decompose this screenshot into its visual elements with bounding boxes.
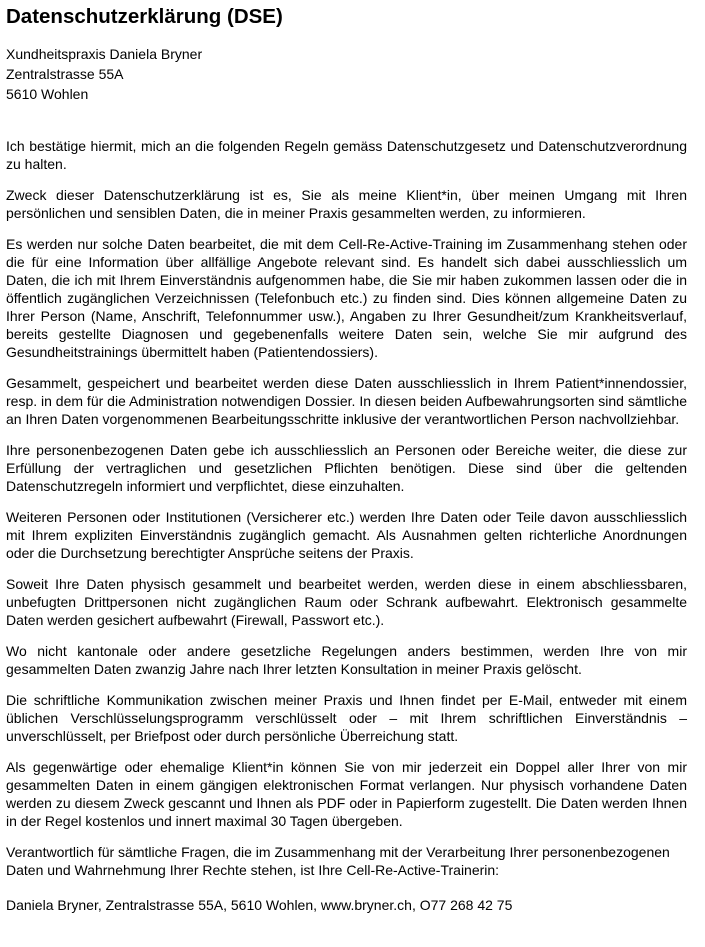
paragraph-third-parties: Weiteren Personen oder Institutionen (Versicherer etc.) werden Ihre Daten oder Teile davon ausschliesslich mit Ihrem expliziten Einverständnis zugänglich gemacht. Als Ausnahmen gelten richterliche Anordnungen oder die Durchsetzung berechtigter Ansprüche seitens der Praxis.	[6, 509, 687, 561]
address-line-city: 5610 Wohlen	[6, 86, 89, 102]
paragraph-storage: Gesammelt, gespeichert und bearbeitet werden diese Daten ausschliesslich in Ihrem Patient*innendossier, resp. in dem für die Administration notwendigen Dossier. In diesen beiden Aufbewahrungsorten sind sämtliche an Ihren Daten vorgenommenen Bearbeitungsschritte inklusive der verantwortlichen Person nachvollziehbar.	[6, 375, 687, 427]
paragraph-disclosure: Ihre personenbezogenen Daten gebe ich ausschliesslich an Personen oder Bereiche weiter, die diese zur Erfüllung der vertraglichen und gesetzlichen Pflichten benötigen. Diese sind über die geltenden Datenschutzregeln informiert und verpflichtet, diese einzuhalten.	[6, 442, 687, 494]
contact-line: Daniela Bryner, Zentralstrasse 55A, 5610 Wohlen, www.bryner.ch, O77 268 42 75	[6, 897, 513, 913]
paragraph-data-scope: Es werden nur solche Daten bearbeitet, die mit dem Cell-Re-Active-Training im Zusammenhang stehen oder die für eine Information über allfällige Angebote relevant sind. Es handelt sich dabei ausschliesslich um Daten, die ich mit Ihrem Einverständnis aufgenommen habe, die Sie mir haben zukommen lassen oder die in öffentlich zugänglichen Verzeichnissen (Telefonbuch etc.) zu finden sind. Dies können allgemeine Daten zu Ihrer Person (Name, Anschrift, Telefonnummer usw.), Angaben zu Ihrer Gesundheit/zum Krankheitsverlauf, bereits gestellte Diagnosen und gegebenenfalls weitere Daten sein, welche Sie mir aufgrund des Gesundheitstrainings übermittelt haben (Patientendossiers).	[6, 236, 687, 360]
address-line-street: Zentralstrasse 55A	[6, 66, 124, 82]
address-line-practice: Xundheitspraxis Daniela Bryner	[6, 46, 203, 62]
paragraph-intro: Ich bestätige hiermit, mich an die folgenden Regeln gemäss Datenschutzgesetz und Datenschutzverordnung zu halten.	[6, 138, 687, 172]
paragraph-retention: Wo nicht kantonale oder andere gesetzliche Regelungen anders bestimmen, werden Ihre von mir gesammelten Daten zwanzig Jahre nach Ihrer letzten Konsultation in meiner Praxis gelöscht.	[6, 643, 687, 677]
paragraph-responsible: Verantwortlich für sämtliche Fragen, die im Zusammenhang mit der Verarbeitung Ihrer personenbezogenen Daten und Wahrnehmung Ihrer Rechte stehen, ist Ihre Cell-Re-Active-Trainerin:	[6, 844, 670, 878]
paragraph-security: Soweit Ihre Daten physisch gesammelt und bearbeitet werden, werden diese in einem abschliessbaren, unbefugten Drittpersonen nicht zugänglichen Raum oder Schrank aufbewahrt. Elektronisch gesammelte Daten werden gesichert aufbewahrt (Firewall, Passwort etc.).	[6, 576, 687, 628]
paragraph-purpose: Zweck dieser Datenschutzerklärung ist es, Sie als meine Klient*in, über meinen Umgang mit Ihren persönlichen und sensiblen Daten, die in meiner Praxis gesammelten werden, zu informieren.	[6, 187, 687, 221]
page-title: Datenschutzerklärung (DSE)	[6, 5, 283, 28]
address-block	[6, 44, 687, 104]
paragraph-access-rights: Als gegenwärtige oder ehemalige Klient*in können Sie von mir jederzeit ein Doppel aller Ihrer von mir gesammelten Daten in einem gängigen elektronischen Format verlangen. Nur physisch vorhandene Daten werden zu diesem Zweck gescannt und Ihnen als PDF oder in Papierform zugestellt. Die Daten werden Ihnen in der Regel kostenlos und innert maximal 30 Tagen übergeben.	[6, 759, 687, 829]
paragraph-communication: Die schriftliche Kommunikation zwischen meiner Praxis und Ihnen findet per E-Mail, entweder mit einem üblichen Verschlüsselungsprogramm verschlüsselt oder – mit Ihrem schriftlichen Einverständnis – unverschlüsselt, per Briefpost oder durch persönliche Überreichung statt.	[6, 692, 687, 744]
